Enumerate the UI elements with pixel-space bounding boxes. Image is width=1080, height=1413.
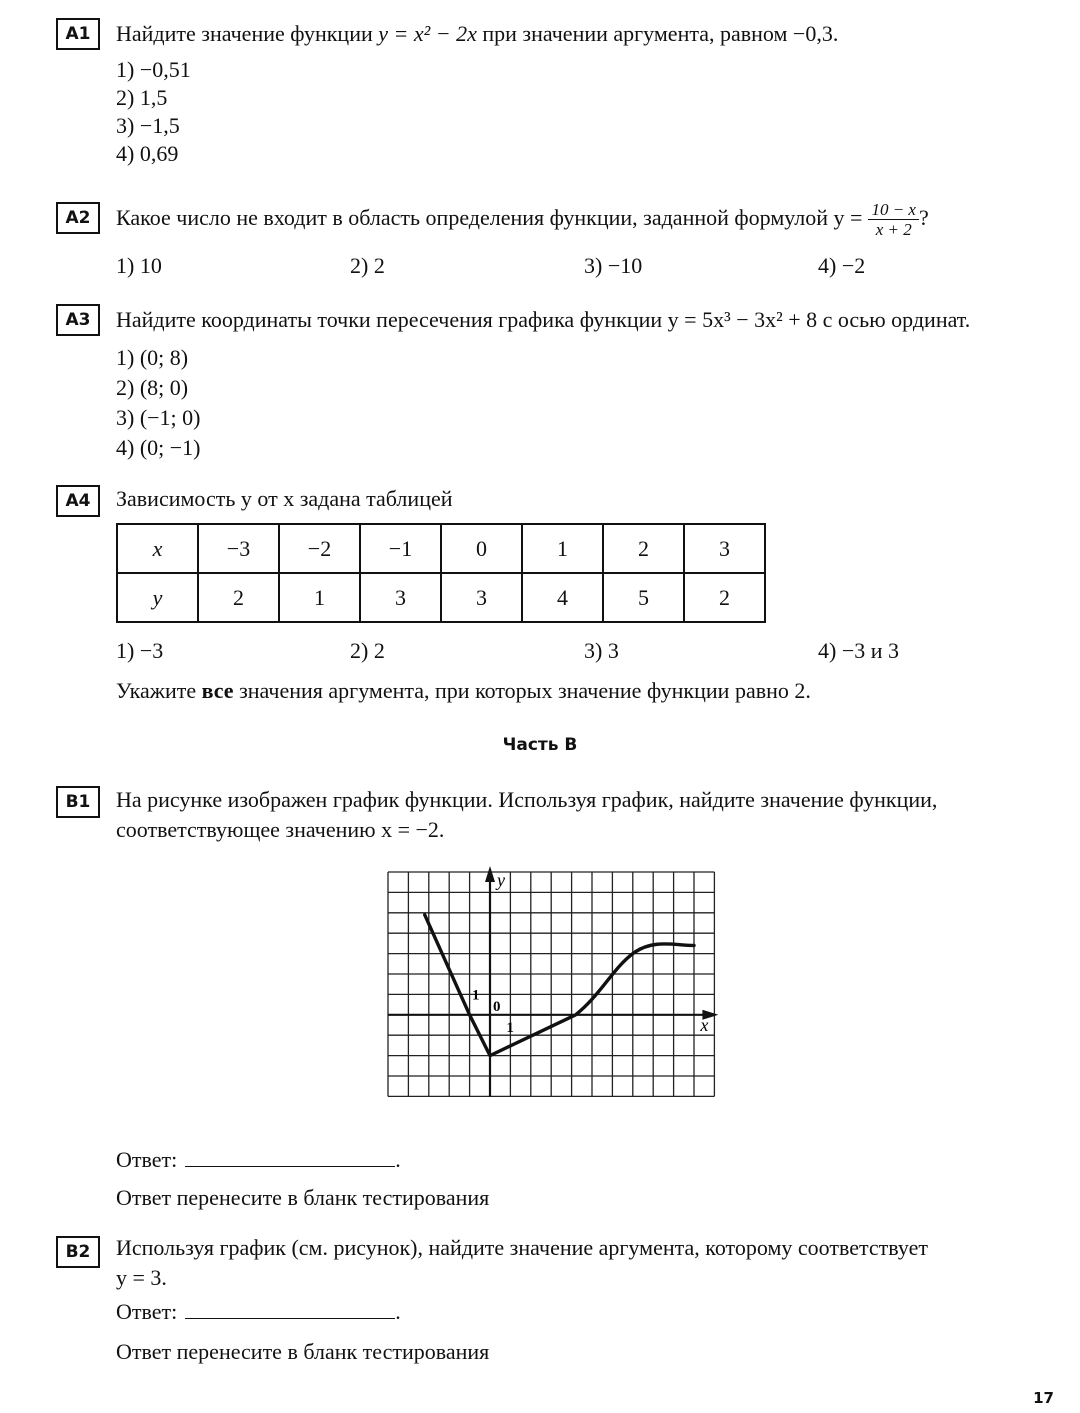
answer-option[interactable]: 4) 0,69	[116, 141, 179, 166]
table-cell: 3	[360, 573, 441, 622]
task-question-line-1: На рисунке изображен график функции. Используя график, найдите значение функции,	[116, 787, 938, 812]
fraction-numerator: 10 − x	[868, 200, 919, 220]
task-badge: A4	[56, 485, 100, 517]
answer-field[interactable]	[185, 1146, 395, 1167]
answer-label: Ответ:	[116, 1299, 178, 1324]
x-unit-label: 1	[506, 1019, 514, 1036]
y-axis-arrow	[485, 866, 495, 882]
transfer-note: Ответ перенесите в бланк тестирования	[116, 1339, 490, 1364]
task-badge: B1	[56, 786, 100, 818]
table-header-x: x	[117, 524, 198, 573]
answer-option[interactable]: 2) (8; 0)	[116, 375, 189, 400]
answer-option[interactable]: 4) −2	[818, 253, 866, 278]
table-cell: 1	[522, 524, 603, 573]
question-text: Найдите значение функции	[116, 21, 379, 46]
answer-row: Ответ: .	[116, 1299, 401, 1324]
task-a4	[56, 485, 1060, 715]
table-row-y	[117, 573, 765, 622]
answer-row: Ответ: .	[116, 1147, 401, 1172]
answer-label: Ответ:	[116, 1147, 178, 1172]
answer-option[interactable]: 4) −3 и 3	[818, 638, 900, 663]
origin-label: 0	[493, 998, 501, 1015]
task-b1	[56, 786, 1060, 1210]
emphasis: все	[201, 678, 234, 703]
table-cell: 1	[279, 573, 360, 622]
task-b2	[56, 1236, 1060, 1376]
task-badge: A2	[56, 202, 100, 234]
table-cell: −2	[279, 524, 360, 573]
table-cell: 4	[522, 573, 603, 622]
graph-grid	[388, 872, 714, 1096]
table-cell: −1	[360, 524, 441, 573]
task-question-line-2: соответствующее значению x = −2.	[116, 817, 445, 842]
task-instruction: Укажите все значения аргумента, при которых значение функции равно 2.	[116, 678, 811, 703]
question-mark: ?	[918, 205, 929, 230]
answer-option[interactable]: 1) (0; 8)	[116, 345, 189, 370]
table-cell: 3	[684, 524, 765, 573]
question-text: Какое число не входит в область определения функции, заданной формулой y =	[116, 205, 863, 230]
task-a1	[56, 18, 1060, 178]
x-axis-label: x	[700, 1014, 709, 1035]
table-cell: 2	[198, 573, 279, 622]
values-table	[116, 523, 766, 623]
answer-option[interactable]: 4) (0; −1)	[116, 435, 201, 460]
page-number: 17	[1033, 1389, 1054, 1407]
task-badge: B2	[56, 1236, 100, 1268]
question-text-end: при значении аргумента, равном −0,3.	[476, 21, 839, 46]
task-question	[116, 20, 838, 48]
task-question-line-1: Используя график (см. рисунок), найдите значение аргумента, которому соответствует	[116, 1235, 928, 1260]
task-a2	[56, 202, 1060, 286]
answer-option[interactable]: 1) −3	[116, 638, 164, 663]
answer-option[interactable]: 3) (−1; 0)	[116, 405, 201, 430]
table-cell: 3	[441, 573, 522, 622]
task-question: Зависимость y от x задана таблицей	[116, 486, 453, 511]
fraction	[868, 200, 919, 239]
answer-option[interactable]: 1) −0,51	[116, 57, 191, 82]
answer-option[interactable]: 3) −10	[584, 253, 643, 278]
table-cell: 0	[441, 524, 522, 573]
y-unit-label: 1	[472, 987, 480, 1004]
answer-field[interactable]	[185, 1298, 395, 1319]
answer-option[interactable]: 3) −1,5	[116, 113, 180, 138]
part-heading: Часть B	[502, 735, 578, 755]
formula: y = x² − 2x	[378, 21, 477, 46]
transfer-note: Ответ перенесите в бланк тестирования	[116, 1185, 490, 1210]
answer-option[interactable]: 2) 2	[350, 638, 385, 663]
task-question	[116, 198, 929, 239]
table-header-y: y	[117, 573, 198, 622]
answer-option[interactable]: 2) 2	[350, 253, 385, 278]
task-question: Найдите координаты точки пересечения графика функции y = 5x³ − 3x² + 8 с осью ординат.	[116, 307, 971, 332]
table-row-x	[117, 524, 765, 573]
graph-axes	[388, 866, 718, 1096]
task-badge: A1	[56, 18, 100, 50]
answer-option[interactable]: 1) 10	[116, 253, 162, 278]
table-cell: −3	[198, 524, 279, 573]
table-cell: 5	[603, 573, 684, 622]
fraction-denominator: x + 2	[875, 220, 912, 240]
task-question-line-2: y = 3.	[116, 1265, 167, 1290]
task-badge: A3	[56, 304, 100, 336]
task-a3	[56, 304, 1060, 464]
answer-option[interactable]: 3) 3	[584, 638, 619, 663]
answer-option[interactable]: 2) 1,5	[116, 85, 168, 110]
y-axis-label: y	[497, 870, 505, 890]
table-cell: 2	[603, 524, 684, 573]
function-graph	[388, 872, 728, 1112]
table-cell: 2	[684, 573, 765, 622]
